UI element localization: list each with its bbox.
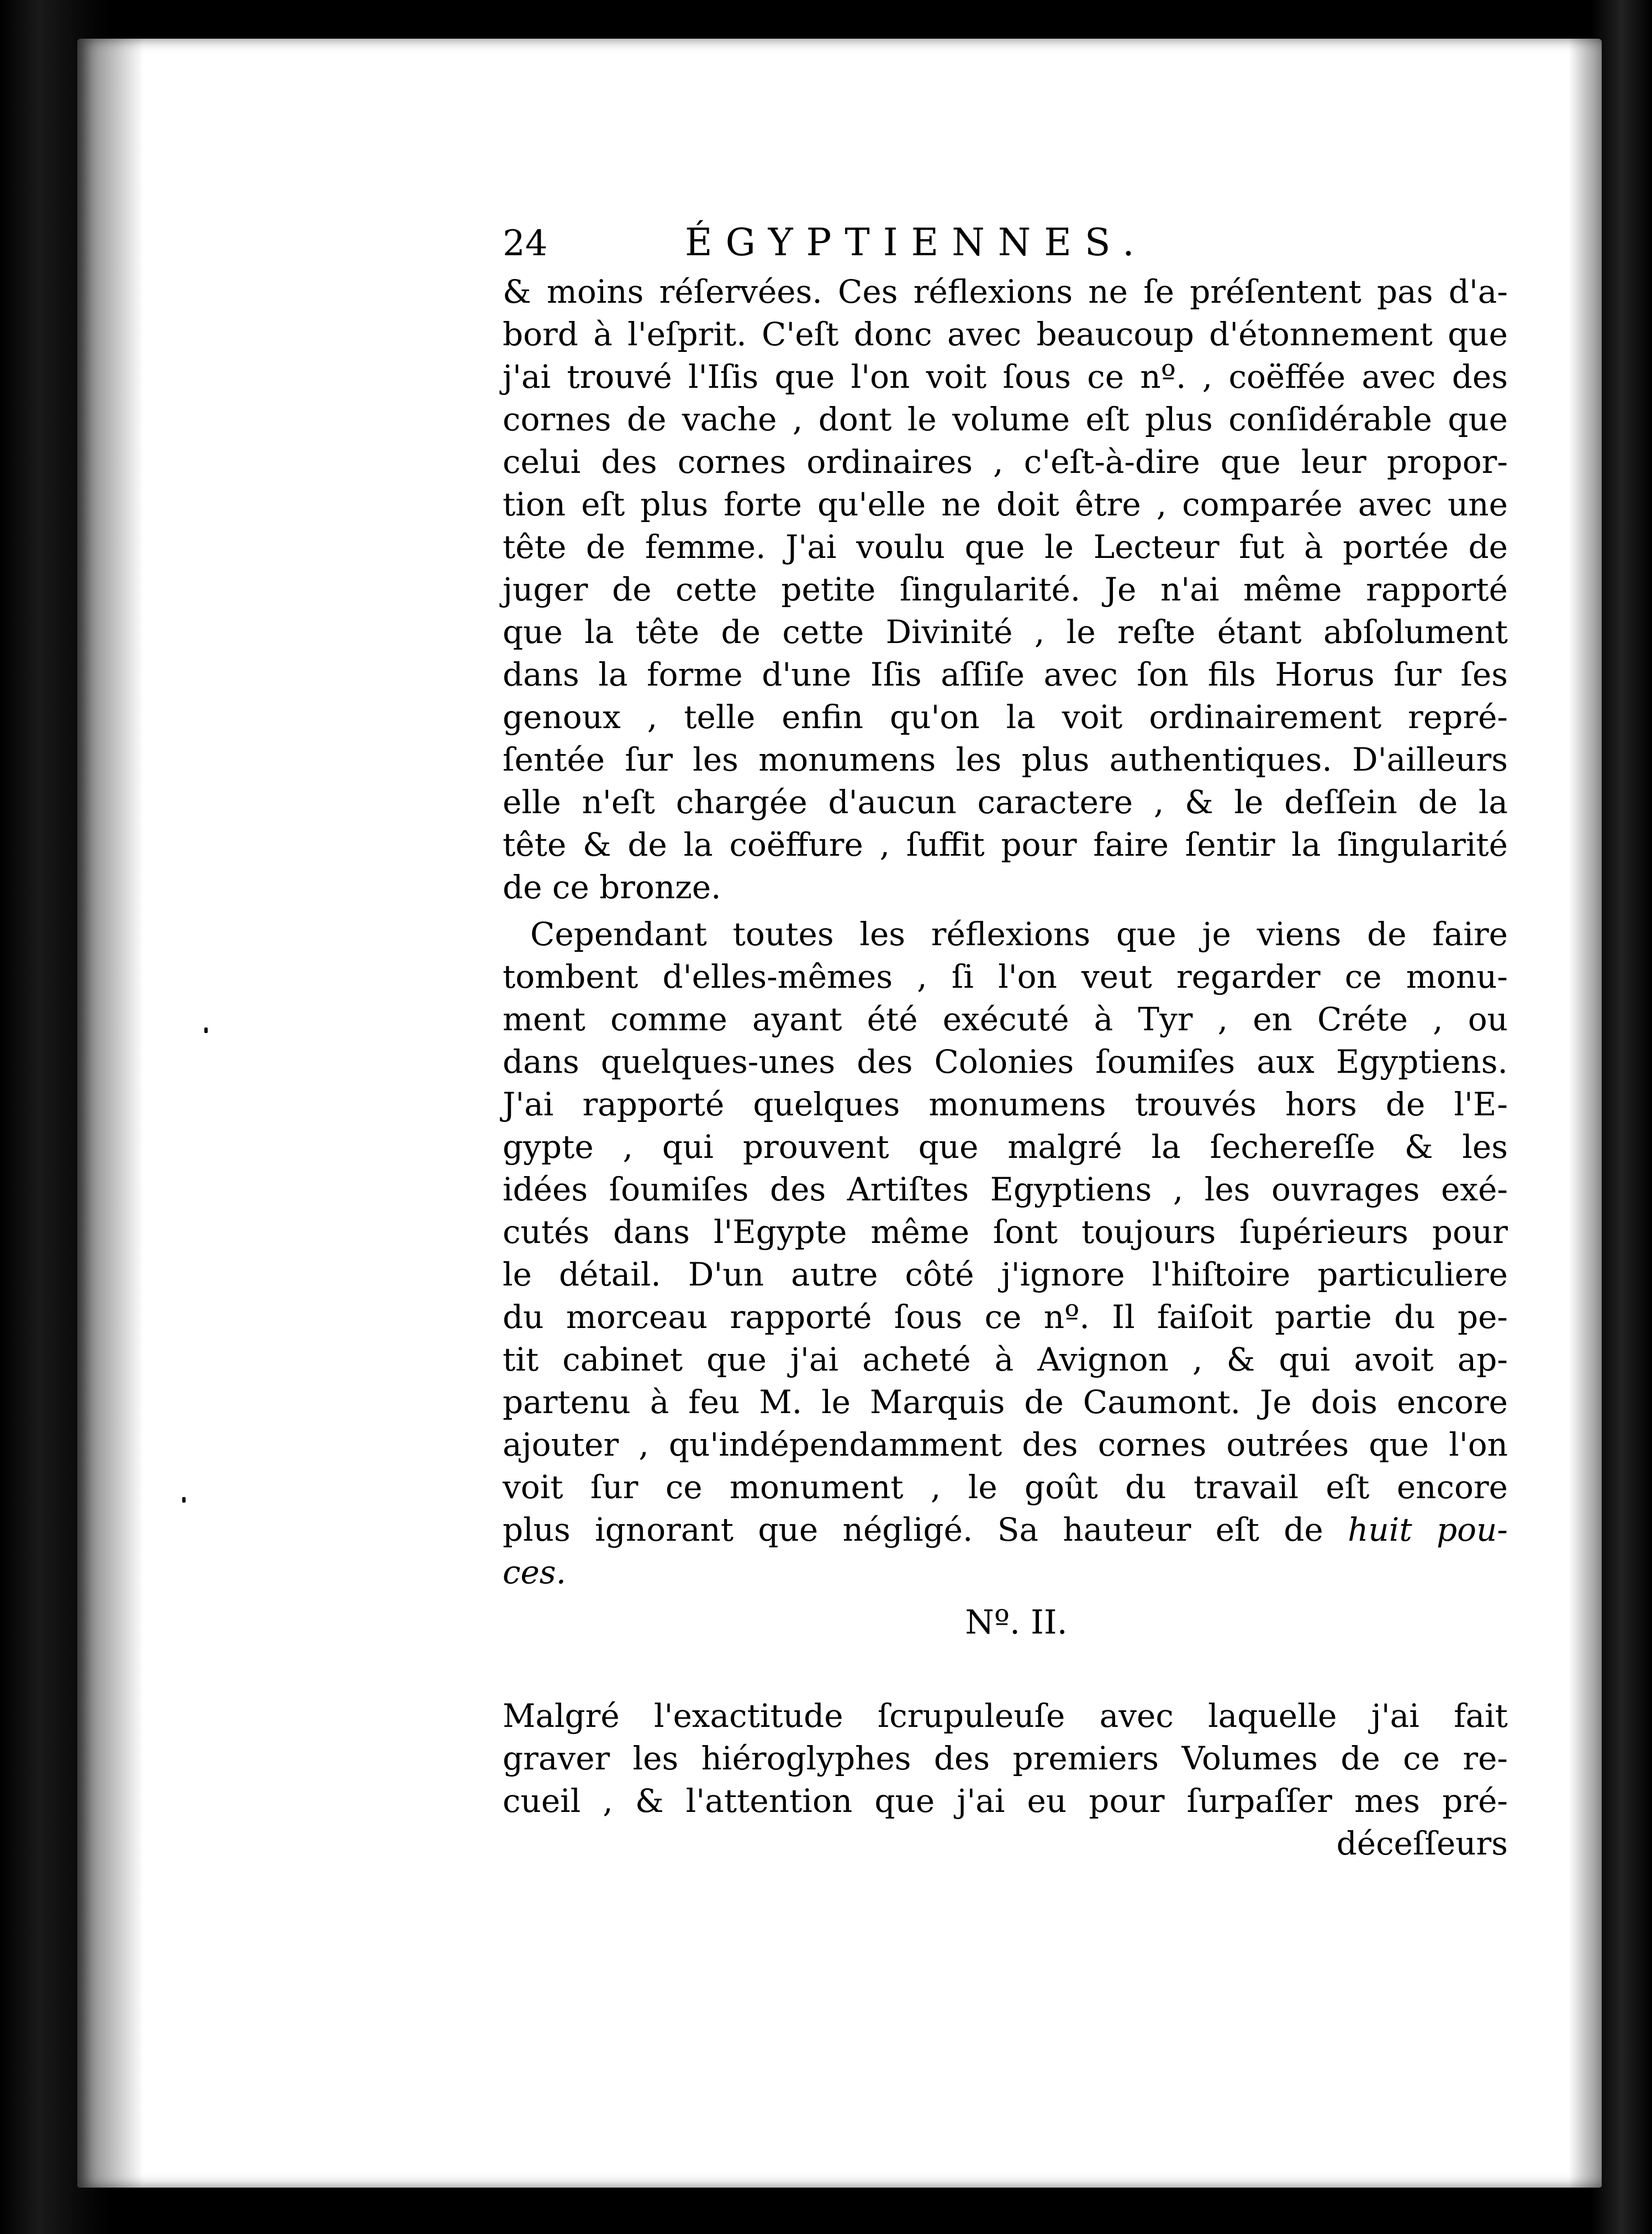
text-line: du morceau rapporté ſous ce nº. Il faiſoit partie du pe- (503, 1298, 1508, 1336)
text-line: ajouter , qu'indépendamment des cornes outrées que l'on (503, 1426, 1508, 1463)
text-line: J'ai rapporté quelques monumens trouvés hors de l'E- (503, 1086, 1508, 1123)
text-line: elle n'eſt chargée d'aucun caractere , & le deſſein de la (503, 783, 1508, 821)
text-line: tion eſt plus forte qu'elle ne doit être , comparée avec une (503, 486, 1508, 523)
text-line: cornes de vache , dont le volume eſt plus conſidérable que (503, 401, 1508, 438)
text-line: partenu à feu M. le Marquis de Caumont. Je dois encore (503, 1383, 1508, 1421)
paragraph-gap (503, 909, 1508, 913)
running-head (503, 221, 1508, 271)
section-heading: Nº. II. (965, 1603, 1068, 1642)
text-line: dans quelques-unes des Colonies ſoumiſes aux Egyptiens. (503, 1043, 1508, 1081)
text-line: tit cabinet que j'ai acheté à Avignon , & qui avoit ap- (503, 1341, 1508, 1378)
text-block (503, 221, 1508, 1865)
text-line: genoux , telle enfin qu'on la voit ordinairement repré- (503, 698, 1508, 736)
text-line: ſentée ſur les monumens les plus authentiques. D'ailleurs (503, 741, 1508, 778)
text-line: tête & de la coëffure , ſuffit pour faire ſentir la ſingularité (503, 826, 1508, 863)
text-line-with-italic (503, 1509, 1508, 1551)
text-line: tombent d'elles-mêmes , ſi l'on veut regarder ce monu- (503, 958, 1508, 995)
text-line: dans la forme d'une Iſis aſſiſe avec ſon fils Horus ſur ſes (503, 656, 1508, 693)
text-line: tête de femme. J'ai voulu que le Lecteur fut à portée de (503, 528, 1508, 566)
text-line: juger de cette petite ſingularité. Je n'ai même rapporté (503, 571, 1508, 608)
paragraph-3 (503, 1695, 1508, 1865)
text-line: Malgré l'exactitude ſcrupuleuſe avec laquelle j'ai fait (503, 1697, 1508, 1735)
text-run: plus ignorant que négligé. Sa hauteur eſt de (503, 1511, 1323, 1548)
italic-text-run: huit pou- (1348, 1511, 1508, 1548)
page-gutter-shadow (77, 39, 144, 2188)
page-edge-shadow (1569, 39, 1602, 2188)
text-line: & moins réſervées. Ces réflexions ne ſe préſentent pas d'a- (503, 273, 1508, 310)
text-line: j'ai trouvé l'Iſis que l'on voit ſous ce nº. , coëffée avec des (503, 358, 1508, 396)
text-line: que la tête de cette Divinité , le reſte étant abſolument (503, 613, 1508, 651)
page-number: 24 (503, 223, 548, 264)
book-page (77, 39, 1602, 2188)
text-line: de ce bronze. (503, 868, 721, 906)
text-line: cueil , & l'attention que j'ai eu pour ſurpaſſer mes pré- (503, 1782, 1508, 1820)
text-line: Cependant toutes les réflexions que je viens de faire (530, 915, 1508, 953)
italic-text-line: ces. (503, 1553, 567, 1591)
text-line: gypte , qui prouvent que malgré la ſechereſſe & les (503, 1128, 1508, 1166)
running-title: ÉGYPTIENNES. (685, 221, 1148, 265)
text-line: voit ſur ce monument , le goût du travail eſt encore (503, 1468, 1508, 1506)
paragraph-2 (503, 913, 1508, 1594)
text-line: idées ſoumiſes des Artiſtes Egyptiens , les ouvrages exé- (503, 1171, 1508, 1208)
ink-speck (204, 1028, 208, 1033)
text-line: ment comme ayant été exécuté à Tyr , en Créte , ou (503, 1000, 1508, 1038)
text-line: cutés dans l'Egypte même ſont toujours ſupérieurs pour (503, 1213, 1508, 1251)
text-line: bord à l'eſprit. C'eſt donc avec beaucoup d'étonnement que (503, 315, 1508, 353)
ink-speck (182, 1497, 186, 1503)
text-line: celui des cornes ordinaires , c'eſt-à-dire que leur propor- (503, 443, 1508, 481)
text-line: graver les hiéroglyphes des premiers Volumes de ce re- (503, 1740, 1508, 1777)
catchword: déceſſeurs (1336, 1825, 1508, 1862)
text-line: le détail. D'un autre côté j'ignore l'hiſtoire particuliere (503, 1256, 1508, 1293)
paragraph-1 (503, 271, 1508, 909)
